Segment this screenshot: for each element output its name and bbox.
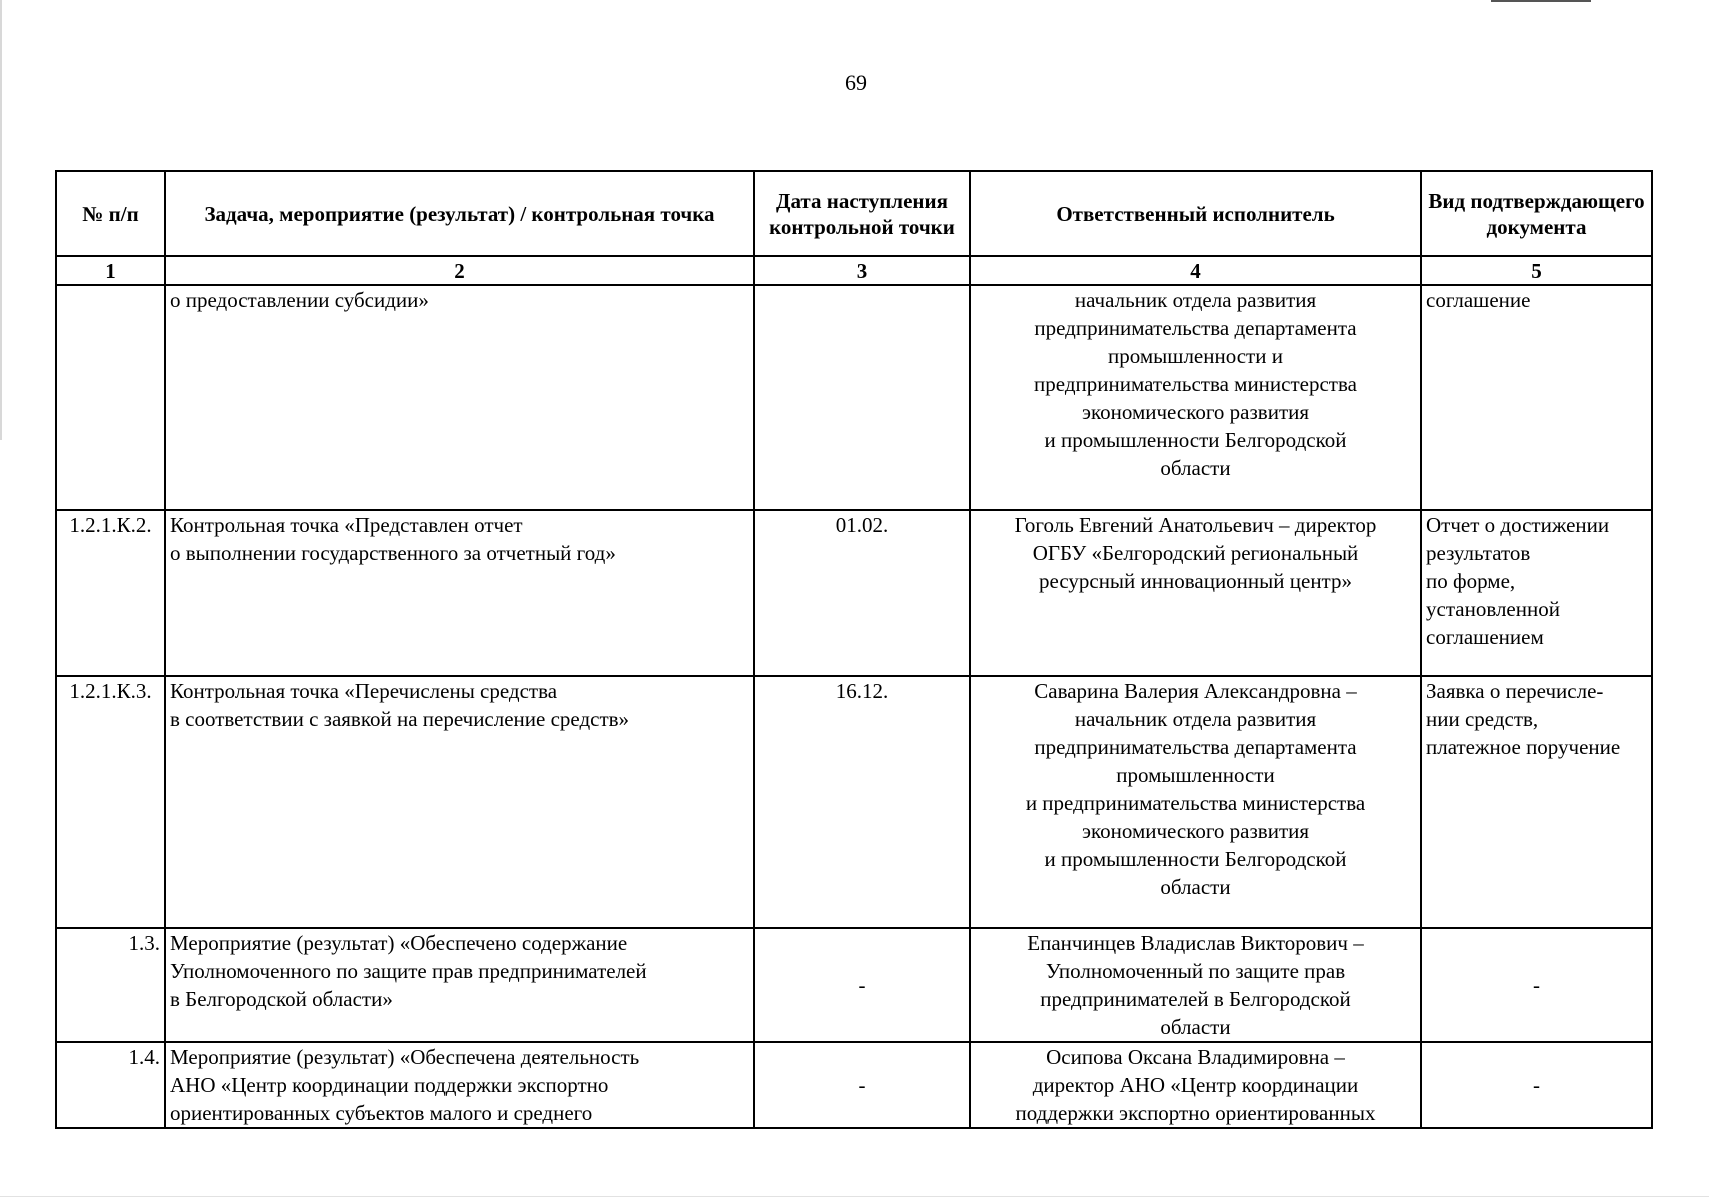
column-number-5: 5 bbox=[1421, 256, 1652, 285]
row-date: 16.12. bbox=[754, 676, 970, 928]
row-date bbox=[754, 285, 970, 510]
table-row bbox=[56, 1042, 1652, 1128]
row-number bbox=[56, 285, 165, 510]
left-edge-line bbox=[0, 0, 2, 440]
header-row bbox=[56, 171, 1652, 256]
row-date: - bbox=[754, 928, 970, 1042]
row-document: - bbox=[1421, 1042, 1652, 1128]
row-responsible: Епанчинцев Владислав Викторович – Уполномоченный по защите прав предпринимателей в Белгородской области bbox=[970, 928, 1421, 1042]
row-document: - bbox=[1421, 928, 1652, 1042]
row-task: о предоставлении субсидии» bbox=[165, 285, 754, 510]
table-row bbox=[56, 928, 1652, 1042]
column-number-4: 4 bbox=[970, 256, 1421, 285]
table-row bbox=[56, 510, 1652, 676]
row-number: 1.2.1.К.3. bbox=[56, 676, 165, 928]
row-task: Мероприятие (результат) «Обеспечено содержание Уполномоченного по защите прав предпринимателей в Белгородской области» bbox=[165, 928, 754, 1042]
header-date: Дата наступления контрольной точки bbox=[754, 171, 970, 256]
row-number: 1.4. bbox=[56, 1042, 165, 1128]
row-number: 1.2.1.К.2. bbox=[56, 510, 165, 676]
row-document: Отчет о достижении результатов по форме, установленной соглашением bbox=[1421, 510, 1652, 676]
row-task: Контрольная точка «Перечислены средства в соответствии с заявкой на перечисление средств» bbox=[165, 676, 754, 928]
row-document: соглашение bbox=[1421, 285, 1652, 510]
row-document: Заявка о перечисле- нии средств, платежное поручение bbox=[1421, 676, 1652, 928]
bottom-edge-line bbox=[0, 1196, 1709, 1197]
header-responsible: Ответственный исполнитель bbox=[970, 171, 1421, 256]
column-number-3: 3 bbox=[754, 256, 970, 285]
row-date: 01.02. bbox=[754, 510, 970, 676]
column-number-1: 1 bbox=[56, 256, 165, 285]
row-task: Контрольная точка «Представлен отчет о выполнении государственного за отчетный год» bbox=[165, 510, 754, 676]
top-edge-line bbox=[1491, 0, 1591, 2]
page-number: 69 bbox=[845, 70, 867, 95]
row-responsible: Гоголь Евгений Анатольевич – директор ОГБУ «Белгородский региональный ресурсный инновационный центр» bbox=[970, 510, 1421, 676]
row-date: - bbox=[754, 1042, 970, 1128]
row-task: Мероприятие (результат) «Обеспечена деятельность АНО «Центр координации поддержки экспортно ориентированных субъектов малого и среднего bbox=[165, 1042, 754, 1128]
row-responsible: Саварина Валерия Александровна – начальник отдела развития предпринимательства департамента промышленности и предпринимательства министерства экономического развития и промышленности Белгородской области bbox=[970, 676, 1421, 928]
header-document: Вид подтверждающего документа bbox=[1421, 171, 1652, 256]
column-number-2: 2 bbox=[165, 256, 754, 285]
table-row bbox=[56, 285, 1652, 510]
row-responsible: Осипова Оксана Владимировна – директор АНО «Центр координации поддержки экспортно ориентированных bbox=[970, 1042, 1421, 1128]
row-responsible: начальник отдела развития предпринимательства департамента промышленности и предпринимательства министерства экономического развития и промышленности Белгородской области bbox=[970, 285, 1421, 510]
column-number-row bbox=[56, 256, 1652, 285]
header-task: Задача, мероприятие (результат) / контрольная точка bbox=[165, 171, 754, 256]
row-number: 1.3. bbox=[56, 928, 165, 1042]
header-number: № п/п bbox=[56, 171, 165, 256]
control-points-table bbox=[55, 170, 1653, 1129]
table-row bbox=[56, 676, 1652, 928]
